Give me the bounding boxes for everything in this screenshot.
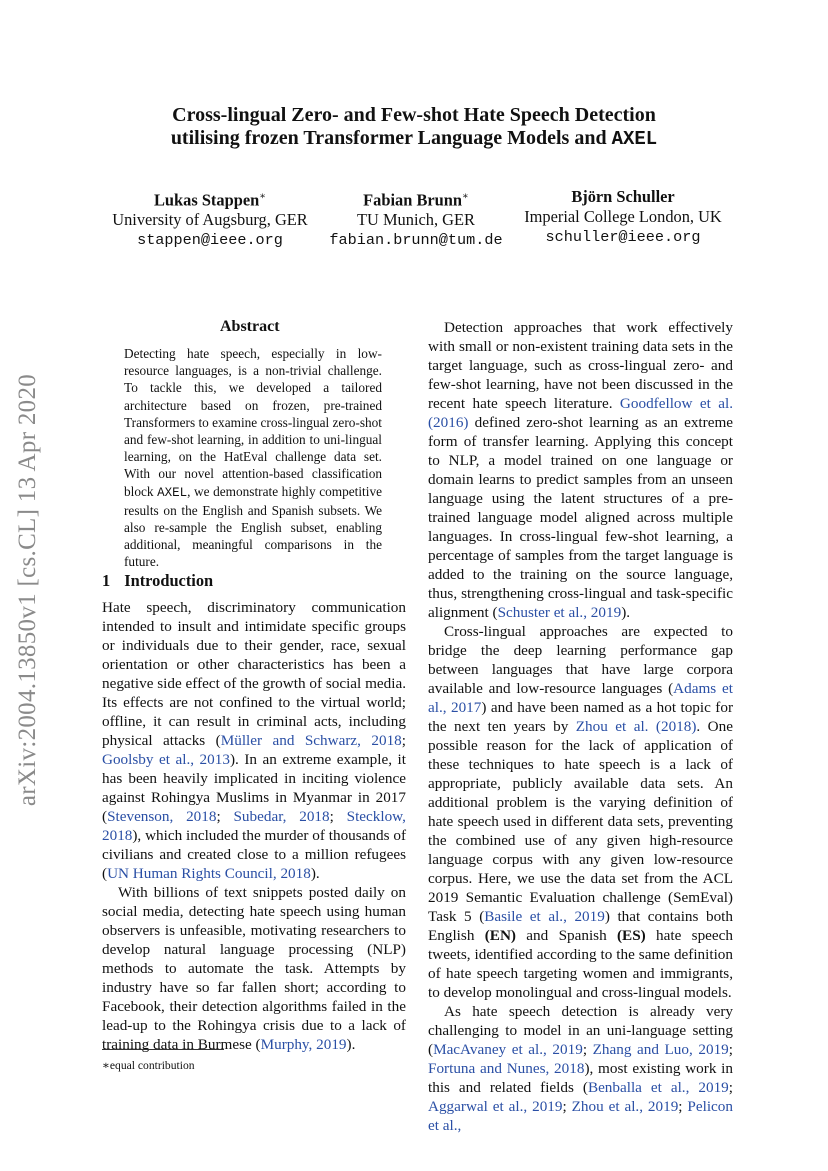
author-block-2: [316, 187, 516, 250]
axel-mono-abstract: AXEL: [157, 485, 188, 500]
right-column: [428, 318, 733, 1135]
abstract-heading: Abstract: [220, 318, 280, 335]
citation-link[interactable]: Müller and Schwarz, 2018: [220, 732, 402, 749]
citation-link[interactable]: Stevenson, 2018: [107, 808, 217, 825]
author-email[interactable]: fabian.brunn@tum.de: [329, 231, 503, 250]
lang-code-es: (ES): [617, 927, 646, 944]
author-affiliation: University of Augsburg, GER: [112, 210, 308, 230]
footnote: ∗equal contribution: [102, 1059, 195, 1072]
citation-link[interactable]: Fortuna and Nunes, 2018: [428, 1060, 585, 1077]
left-column: [102, 598, 406, 1054]
author-name: Fabian Brunn∗: [363, 190, 469, 210]
paragraph: Hate speech, discriminatory communication intended to insult and intimidate specific groups or individuals due to their gender, race, sexual orientation or other characteristics has been a negative side effect of the growth of social media. Its effects are not confined to the virtual world; offline, it can result in criminal acts, including physical attacks (Müller and Schwarz, 2018; Goolsby et al., 2013). In an extreme example, it has been heavily implicated in inciting violence against Rohingya Muslims in Myanmar in 2017 (Stevenson, 2018; Subedar, 2018; Stecklow, 2018), which included the murder of thousands of civilians and created close to a million refugees (UN Human Rights Council, 2018).: [102, 599, 406, 882]
paragraph: As hate speech detection is already very challenging to model in an uni-language setting (MacAvaney et al., 2019; Zhang and Luo, 2019; Fortuna and Nunes, 2018), most existing work in this and related fields (Benballa et al., 2019; Aggarwal et al., 2019; Zhou et al., 2019; Pelicon et al.,: [428, 1003, 734, 1134]
author-affiliation: TU Munich, GER: [357, 210, 475, 230]
abstract-text-2: , we demonstrate highly competitive results on the English and Spanish subsets. We also re-sample the English subset, enabling additional, meaningful comparisons in the future.: [124, 483, 382, 570]
citation-link[interactable]: Zhou et al., 2019: [571, 1098, 679, 1115]
footnote-rule: [102, 1049, 224, 1050]
citation-link[interactable]: UN Human Rights Council, 2018: [107, 865, 311, 882]
citation-link[interactable]: Stecklow, 2018: [102, 808, 406, 844]
citation-link[interactable]: Adams et al., 2017: [428, 680, 733, 716]
equal-contribution-mark: ∗: [259, 191, 267, 202]
arxiv-stamp-text: arXiv:2004.13850v1 [cs.CL] 13 Apr 2020: [14, 373, 41, 807]
author-email[interactable]: schuller@ieee.org: [545, 228, 701, 246]
equal-contribution-mark: ∗: [462, 191, 469, 202]
author-name: Lukas Stappen∗: [153, 190, 267, 210]
arxiv-side-stamp: [8, 320, 48, 860]
citation-link[interactable]: Murphy, 2019: [260, 1036, 347, 1053]
section-number: 1: [102, 571, 111, 590]
author-email[interactable]: stappen@ieee.org: [137, 231, 283, 250]
citation-link[interactable]: Aggarwal et al., 2019: [428, 1098, 563, 1115]
axel-mono-title: AXEL: [611, 128, 658, 150]
paragraph: Detection approaches that work effectively with small or non-existent training data sets in the target language, such as cross-lingual zero- and few-shot learning, have not been discussed in the recent hate speech literature. Goodfellow et al. (2016) defined zero-shot learning as an extreme form of transfer learning. Applying this concept to NLP, a model trained on one language or domain learns to predict samples from an unseen language using the latent structures of a pre-trained language model aligned across multiple languages. In cross-lingual few-shot learning, a percentage of samples from the target language is added to the training on the source language, thus, strengthening cross-lingual and task-specific alignment (Schuster et al., 2019).: [428, 319, 733, 621]
author-name: Björn Schuller: [571, 187, 675, 206]
citation-link[interactable]: Schuster et al., 2019: [497, 604, 622, 621]
abstract-body: [124, 345, 382, 571]
citation-link[interactable]: Goodfellow et al. (2016): [428, 395, 733, 431]
section-heading-introduction: [102, 571, 213, 591]
citation-link[interactable]: MacAvaney et al., 2019: [433, 1041, 583, 1058]
paper-title: [0, 104, 828, 151]
author-block-3: [520, 187, 726, 247]
paragraph: Cross-lingual approaches are expected to bridge the deep learning performance gap between languages that have large corpora available and low-resource languages (Adams et al., 2017) and have been named as a hot topic for the next ten years by Zhou et al. (2018). One possible reason for the lack of application of these techniques to hate speech is a lack of appropriate, publicly available data sets. An additional problem is the varying definition of hate speech used in different data sets, preventing the combined use of any given high-resource language corpus with any given low-resource corpus. Here, we use the data set from the ACL 2019 Semantic Evaluation challenge (SemEval) Task 5 (Basile et al., 2019) that contains both English (EN) and Spanish (ES) hate speech tweets, identified according to the same definition of hate speech targeting women and immigrants, to develop monolingual and cross-lingual models.: [428, 623, 733, 1001]
citation-link[interactable]: Zhou et al. (2018): [575, 718, 697, 735]
author-block-1: [110, 187, 310, 250]
title-line-2-text: utilising frozen Transformer Language Models and: [170, 127, 612, 149]
citation-link[interactable]: Basile et al., 2019: [484, 908, 605, 925]
title-line-1: Cross-lingual Zero- and Few-shot Hate Speech Detection: [172, 104, 656, 126]
citation-link[interactable]: Goolsby et al., 2013: [102, 751, 230, 768]
lang-code-en: (EN): [484, 927, 516, 944]
citation-link[interactable]: Zhang and Luo, 2019: [592, 1041, 729, 1058]
paragraph: With billions of text snippets posted daily on social media, detecting hate speech using human observers is unfeasible, motivating researchers to develop natural language processing (NLP) methods to automate the task. Attempts by industry have so far fallen short; according to Facebook, their detection algorithms failed in the lead-up to the Rohingya crisis due to a lack of training data in Burmese (Murphy, 2019).: [102, 884, 406, 1053]
citation-link[interactable]: Benballa et al., 2019: [587, 1079, 729, 1096]
abstract-text-1: Detecting hate speech, especially in low-resource languages, is a non-trivial challenge. To tackle this, we developed a tailored architecture based on frozen, pre-trained Transformers to examine cross-lingual zero-shot and few-shot learning, in addition to uni-lingual learning, on the HatEval challenge data set. With our novel attention-based classification block: [124, 346, 382, 499]
section-title: Introduction: [124, 571, 214, 590]
author-affiliation: Imperial College London, UK: [524, 207, 722, 226]
citation-link[interactable]: Subedar, 2018: [233, 808, 330, 825]
title-line-2: [0, 127, 828, 151]
citation-link[interactable]: Pelicon et al.,: [428, 1098, 733, 1134]
